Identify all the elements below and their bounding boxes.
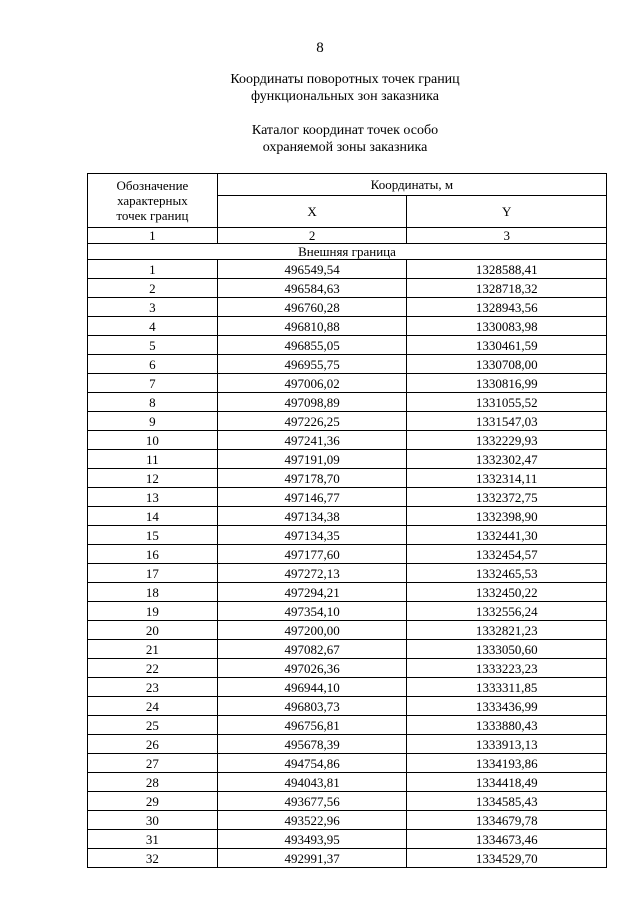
table-row	[88, 830, 607, 849]
y-coordinate: 1334585,43	[407, 792, 607, 811]
x-coordinate: 493677,56	[217, 792, 407, 811]
point-number: 15	[88, 526, 218, 545]
table-row	[88, 602, 607, 621]
point-number: 12	[88, 469, 218, 488]
y-coordinate: 1330816,99	[407, 374, 607, 393]
x-coordinate: 496810,88	[217, 317, 407, 336]
table-row	[88, 336, 607, 355]
table-row	[88, 716, 607, 735]
table-row	[88, 450, 607, 469]
y-coordinate: 1334418,49	[407, 773, 607, 792]
y-coordinate: 1330083,98	[407, 317, 607, 336]
x-coordinate: 497200,00	[217, 621, 407, 640]
heading-line: охраняемой зоны заказника	[262, 140, 428, 155]
heading-line: Координаты поворотных точек границ	[230, 72, 460, 87]
x-coordinate: 495678,39	[217, 735, 407, 754]
header-line: характерных	[117, 193, 188, 208]
table-row	[88, 317, 607, 336]
table-row	[88, 393, 607, 412]
table-row	[88, 355, 607, 374]
column-number: 1	[88, 228, 218, 244]
x-coordinate: 497082,67	[217, 640, 407, 659]
y-coordinate: 1332372,75	[407, 488, 607, 507]
table-row	[88, 754, 607, 773]
table-row	[88, 507, 607, 526]
y-coordinate: 1334193,86	[407, 754, 607, 773]
table-row	[88, 621, 607, 640]
x-coordinate: 497134,38	[217, 507, 407, 526]
table-row	[88, 640, 607, 659]
y-coordinate: 1334673,46	[407, 830, 607, 849]
heading-catalog	[25, 122, 640, 156]
table-row	[88, 811, 607, 830]
header-line: точек границ	[116, 208, 189, 223]
table-row	[88, 849, 607, 868]
table-row	[88, 431, 607, 450]
heading-functional-zones	[25, 71, 640, 105]
point-number: 4	[88, 317, 218, 336]
x-coordinate: 496584,63	[217, 279, 407, 298]
x-coordinate: 493522,96	[217, 811, 407, 830]
header-y: Y	[407, 196, 607, 228]
y-coordinate: 1328943,56	[407, 298, 607, 317]
column-number: 2	[217, 228, 407, 244]
y-coordinate: 1331547,03	[407, 412, 607, 431]
x-coordinate: 494043,81	[217, 773, 407, 792]
x-coordinate: 497178,70	[217, 469, 407, 488]
header-coordinates: Координаты, м	[217, 174, 606, 196]
point-number: 11	[88, 450, 218, 469]
point-number: 20	[88, 621, 218, 640]
x-coordinate: 496944,10	[217, 678, 407, 697]
table-row	[88, 659, 607, 678]
point-number: 32	[88, 849, 218, 868]
table-row	[88, 545, 607, 564]
y-coordinate: 1328588,41	[407, 260, 607, 279]
x-coordinate: 493493,95	[217, 830, 407, 849]
header-line: Обозначение	[116, 178, 189, 193]
x-coordinate: 496760,28	[217, 298, 407, 317]
y-coordinate: 1334679,78	[407, 811, 607, 830]
x-coordinate: 497272,13	[217, 564, 407, 583]
x-coordinate: 497146,77	[217, 488, 407, 507]
y-coordinate: 1333223,23	[407, 659, 607, 678]
table-row	[88, 564, 607, 583]
point-number: 7	[88, 374, 218, 393]
point-number: 27	[88, 754, 218, 773]
y-coordinate: 1333880,43	[407, 716, 607, 735]
column-number: 3	[407, 228, 607, 244]
table-row	[88, 792, 607, 811]
point-number: 30	[88, 811, 218, 830]
table-row	[88, 526, 607, 545]
point-number: 13	[88, 488, 218, 507]
y-coordinate: 1330708,00	[407, 355, 607, 374]
table-row	[88, 412, 607, 431]
y-coordinate: 1332821,23	[407, 621, 607, 640]
point-number: 1	[88, 260, 218, 279]
y-coordinate: 1332465,53	[407, 564, 607, 583]
x-coordinate: 496549,54	[217, 260, 407, 279]
x-coordinate: 494754,86	[217, 754, 407, 773]
x-coordinate: 497177,60	[217, 545, 407, 564]
y-coordinate: 1331055,52	[407, 393, 607, 412]
y-coordinate: 1333311,85	[407, 678, 607, 697]
x-coordinate: 497354,10	[217, 602, 407, 621]
x-coordinate: 497134,35	[217, 526, 407, 545]
y-coordinate: 1333436,99	[407, 697, 607, 716]
table-row	[88, 773, 607, 792]
point-number: 10	[88, 431, 218, 450]
point-number: 24	[88, 697, 218, 716]
point-number: 6	[88, 355, 218, 374]
y-coordinate: 1332450,22	[407, 583, 607, 602]
point-number: 5	[88, 336, 218, 355]
table-row	[88, 678, 607, 697]
page-number: 8	[316, 40, 324, 56]
point-number: 8	[88, 393, 218, 412]
table-row	[88, 279, 607, 298]
y-coordinate: 1333913,13	[407, 735, 607, 754]
x-coordinate: 497241,36	[217, 431, 407, 450]
header-point-designation	[88, 174, 218, 228]
y-coordinate: 1332398,90	[407, 507, 607, 526]
table-row	[88, 697, 607, 716]
y-coordinate: 1332441,30	[407, 526, 607, 545]
point-number: 23	[88, 678, 218, 697]
x-coordinate: 492991,37	[217, 849, 407, 868]
y-coordinate: 1333050,60	[407, 640, 607, 659]
x-coordinate: 496756,81	[217, 716, 407, 735]
x-coordinate: 496955,75	[217, 355, 407, 374]
x-coordinate: 497226,25	[217, 412, 407, 431]
table-row	[88, 735, 607, 754]
y-coordinate: 1332454,57	[407, 545, 607, 564]
point-number: 25	[88, 716, 218, 735]
x-coordinate: 496855,05	[217, 336, 407, 355]
table-row	[88, 583, 607, 602]
point-number: 29	[88, 792, 218, 811]
point-number: 19	[88, 602, 218, 621]
x-coordinate: 497026,36	[217, 659, 407, 678]
point-number: 16	[88, 545, 218, 564]
y-coordinate: 1332556,24	[407, 602, 607, 621]
section-outer-boundary: Внешняя граница	[88, 244, 607, 260]
table-row	[88, 298, 607, 317]
heading-line: функциональных зон заказника	[251, 89, 439, 104]
table-row	[88, 260, 607, 279]
x-coordinate: 497098,89	[217, 393, 407, 412]
header-x: X	[217, 196, 407, 228]
table-row	[88, 469, 607, 488]
x-coordinate: 496803,73	[217, 697, 407, 716]
point-number: 9	[88, 412, 218, 431]
heading-line: Каталог координат точек особо	[251, 123, 439, 138]
point-number: 31	[88, 830, 218, 849]
point-number: 21	[88, 640, 218, 659]
point-number: 26	[88, 735, 218, 754]
point-number: 28	[88, 773, 218, 792]
y-coordinate: 1334529,70	[407, 849, 607, 868]
x-coordinate: 497006,02	[217, 374, 407, 393]
point-number: 22	[88, 659, 218, 678]
point-number: 2	[88, 279, 218, 298]
y-coordinate: 1332229,93	[407, 431, 607, 450]
point-number: 18	[88, 583, 218, 602]
coordinates-table	[87, 173, 607, 868]
y-coordinate: 1328718,32	[407, 279, 607, 298]
y-coordinate: 1330461,59	[407, 336, 607, 355]
table-row	[88, 488, 607, 507]
y-coordinate: 1332314,11	[407, 469, 607, 488]
y-coordinate: 1332302,47	[407, 450, 607, 469]
x-coordinate: 497191,09	[217, 450, 407, 469]
table-row	[88, 374, 607, 393]
point-number: 3	[88, 298, 218, 317]
point-number: 17	[88, 564, 218, 583]
x-coordinate: 497294,21	[217, 583, 407, 602]
point-number: 14	[88, 507, 218, 526]
